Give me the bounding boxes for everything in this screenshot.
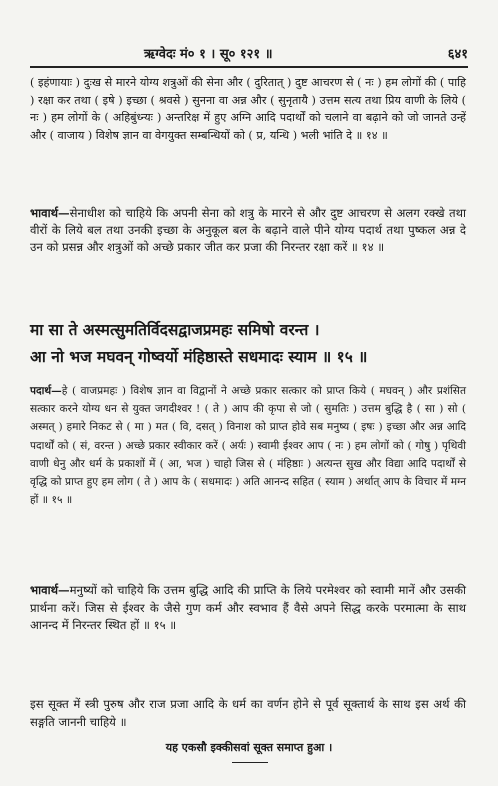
padartha-label: पदार्थ— bbox=[30, 385, 62, 397]
sukta-end-note: यह एकसौ इक्कीसवां सूक्त समाप्त हुआ । bbox=[165, 741, 333, 754]
mantra-line-1: मा सा ते अस्मत्सुमतिर्विदसद्वाजप्रमहः समिषो वरन्त । bbox=[30, 320, 320, 339]
bhavartha-label-2: भावार्थ— bbox=[30, 583, 70, 597]
bhavartha-14-paragraph bbox=[30, 205, 466, 305]
bhavartha-label: भावार्थ— bbox=[30, 206, 70, 220]
bhavartha-15-paragraph bbox=[30, 582, 466, 682]
header-rule bbox=[30, 66, 468, 68]
mantra-line-2: आ नो भज मघवन् गोष्वर्यो मंहिष्ठास्ते सधमादः स्याम ॥ १५ ॥ bbox=[30, 347, 368, 366]
mantra-verse bbox=[30, 316, 470, 372]
bhavartha-text: सेनाधीश को चाहिये कि अपनी सेना को शत्रु के मारने से और दुष्ट आचरण से अलग रक्खे तथा वीरों के लिये बल तथा उनकी इच्छा के अनुकूल बल के बढ़ाने वाले पीने योग्य पदार्थ तथा पुष्कल अन्न दे उन को प्रसन्न और शत्रुओं को अच्छे प्रकार जीत कर प्रजा की निरन्तर रक्षा करें ॥ १४ ॥ bbox=[30, 206, 466, 254]
running-title: ऋग्वेदः मं० १ । सू० १२१ ॥ bbox=[144, 47, 273, 62]
bhavartha-text-2: मनुष्यों को चाहिये कि उत्तम बुद्धि आदि की प्राप्ति के लिये परमेश्वर को स्वामी मानें और उसकी प्रार्थना करें। जिस से ईश्वर के जैसे गुण कर्म और स्वभाव हैं वैसे अपने सिद्ध करके परमात्मा के साथ आनन्द में निरन्तर स्थित हों ॥ १५ ॥ bbox=[30, 583, 466, 633]
padartha-continued-paragraph: ( इहंणायाः ) दुःख से मारने योग्य शत्रुओं की सेना और ( दुरितात् ) दुष्ट आचरण से ( नः ) हम लोगों की ( पाहि ) रक्षा कर तथा ( इषे ) इच्छा ( श्रवसे ) सुनना वा अन्न और ( सुनृतायै ) उत्तम सत्य तथा प्रिय वाणी के लिये ( नः ) हम लोगों के ( अहिबुंध्न्यः ) अन्तरिक्ष में हुए अग्नि आदि पदार्थों को चलाने वा बढ़ाने को जो जानते उन्हें और ( वाजाय ) विशेष ज्ञान वा वेगयुक्त सम्बन्धियों को ( प्र, यन्धि ) भली भांति दे ॥ १४ ॥ bbox=[30, 76, 466, 142]
summary-paragraph: इस सूक्त में स्त्री पुरुष और राज प्रजा आदि के धर्म का वर्णन होने से पूर्व सूक्तार्थ के साथ इस अर्थ की सङ्गति जाननी चाहिये ॥ bbox=[30, 697, 466, 729]
padartha-15-paragraph bbox=[30, 382, 466, 574]
page-header bbox=[24, 44, 468, 66]
page-number: ६४१ bbox=[447, 47, 468, 62]
end-rule bbox=[232, 762, 268, 763]
padartha-text: हे ( वाजप्रमहः ) विशेष ज्ञान वा विद्वानों ने अच्छे प्रकार सत्कार को प्राप्त किये ( मघवन् ) और प्रशंसित सत्कार करने योग्य धन से युक्त जगदीश्वर ! ( ते ) आप की कृपा से जो ( सुमतिः ) उत्तम बुद्धि है ( सा ) सो ( अस्मत् ) हमारे निकट से ( मा ) मत ( वि, दसत् ) विनाश को प्राप्त होवे सब मनुष्य ( इषः ) इच्छा और अन्न आदि पदार्थों को ( सं, वरन्त ) अच्छे प्रकार स्वीकार करें ( अर्यः ) स्वामी ईश्वर आप ( नः ) हम लोगों को ( गोषु ) पृथिवी वाणी धेनु और धर्म के प्रकाशों में ( आ, भज ) चाहो जिस से ( मंहिष्ठाः ) अत्यन्त सुख और विद्या आदि पदार्थों से वृद्धि को प्राप्त हुए हम लोग ( ते ) आप के ( सधमादः ) अति आनन्द सहित ( स्याम ) अर्थात् आप के विचार में मग्न हों ॥ १५ ॥ bbox=[30, 385, 466, 507]
